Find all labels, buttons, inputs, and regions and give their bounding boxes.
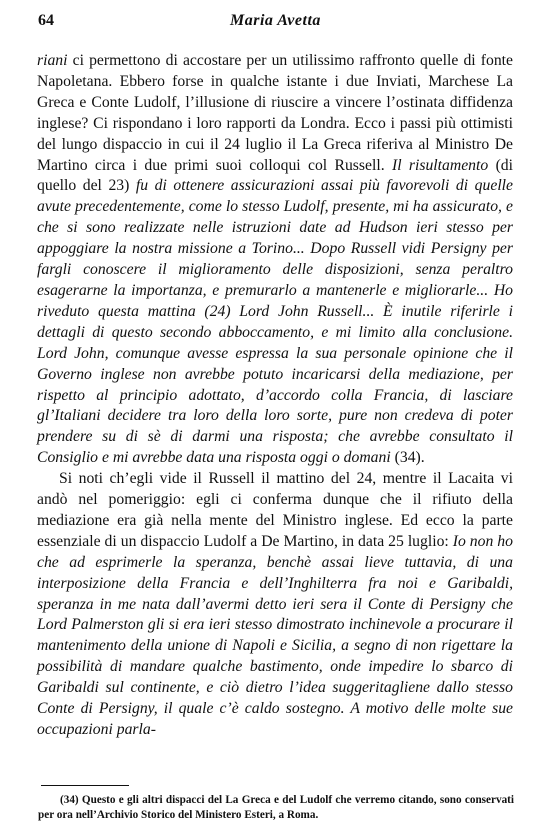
italic-text-run: Io non ho che ad esprimerle la speranza, benchè assai lieve tuttavia, di una interposizione della Francia e dell’Inghilterra fra noi e Garibaldi, speranza in me nata dall’avermi detto ieri sera il Conte di Persigny che Lord Palmerston gli si era ieri stesso dimostrato inchinevole a procurare il mantenimento della unione di Napoli e Sicilia, a segno di non rigettare la possibilità di mandare qualche bastimento, onde impedire lo sbarco di Garibaldi sul continente, e ciò dietro l’idea suggeritagliene dallo stesso Conte di Persigny, il quale c’è caldo sostegno. A motivo delle molte sue occupazioni parla- (37, 532, 513, 738)
text-run: Si noti ch’egli vide il Russell il mattino del 24, mentre il Lacaita vi andò nel pomeriggio: egli ci conferma dunque che il rifiuto della mediazione era già nella mente del Ministro inglese. Ed ecco la parte essenziale di un dispaccio Ludolf a De Martino, in data 25 luglio: (37, 470, 513, 550)
paragraph (37, 469, 513, 741)
page-header (0, 4, 550, 34)
italic-text-run: Il risultamento (391, 156, 489, 174)
italic-text-run: fu di ottenere assicurazioni assai più favorevoli di quelle avute precedentemente, come lo stesso Ludolf, presente, mi ha assicurato, e che si sono realizzate nelle istruzioni date ad Hudson ieri stesso per appoggiare la nostra missione a Torino... Dopo Russell vidi Persigny per fargli conoscere il miglioramento delle disposizioni, senza peraltro esagerarne la importanza, e premurarlo a mantenerle e migliorarle... Ho riveduto questa mattina (24) Lord John Russell... È inutile riferirle i dettagli di questo secondo abboccamento, e mi limito alla conclusione. Lord John, comunque avesse espressa la sua personale opinione che il Governo inglese non avrebbe potuto incaricarsi della mediazione, per rispetto al principio adottato, d’accordo colla Francia, di lasciare gl’Italiani decidere tra loro della loro sorte, pure non credeva di poter prendere su di sè di darmi una risposta; che avrebbe consultato il Consiglio e mi avrebbe data una risposta oggi o domani (37, 177, 514, 467)
italic-text-run: riani (37, 52, 68, 69)
running-head: Maria Avetta (230, 12, 321, 29)
footnote-rule (41, 785, 129, 786)
text-run: (34). (390, 449, 425, 467)
text-run: (di quello del 23) (37, 156, 513, 195)
footnote: (34) Questo e gli altri dispacci del La Greca e del Ludolf che verremo citando, sono conservati per ora nell’Archivio Storico del Ministero Esteri, a Roma. (38, 794, 514, 821)
text-run: ci permettono di accostare per un utilissimo raffronto quelle di fonte Napoletana. Ebbero forse in qualche istante i due Inviati, Marchese La Greca e Conte Ludolf, l’illusione di riuscire a vincere l’ostinata diffidenza inglese? Ci rispondano i loro rapporti da Londra. Ecco i passi più ottimisti del lungo dispaccio in cui il 24 luglio il La Greca riferiva al Ministro De Martino circa i due primi suoi colloqui col Russell. (37, 52, 513, 174)
body-text (37, 51, 513, 741)
page-number: 64 (38, 12, 54, 29)
paragraph (37, 51, 513, 469)
